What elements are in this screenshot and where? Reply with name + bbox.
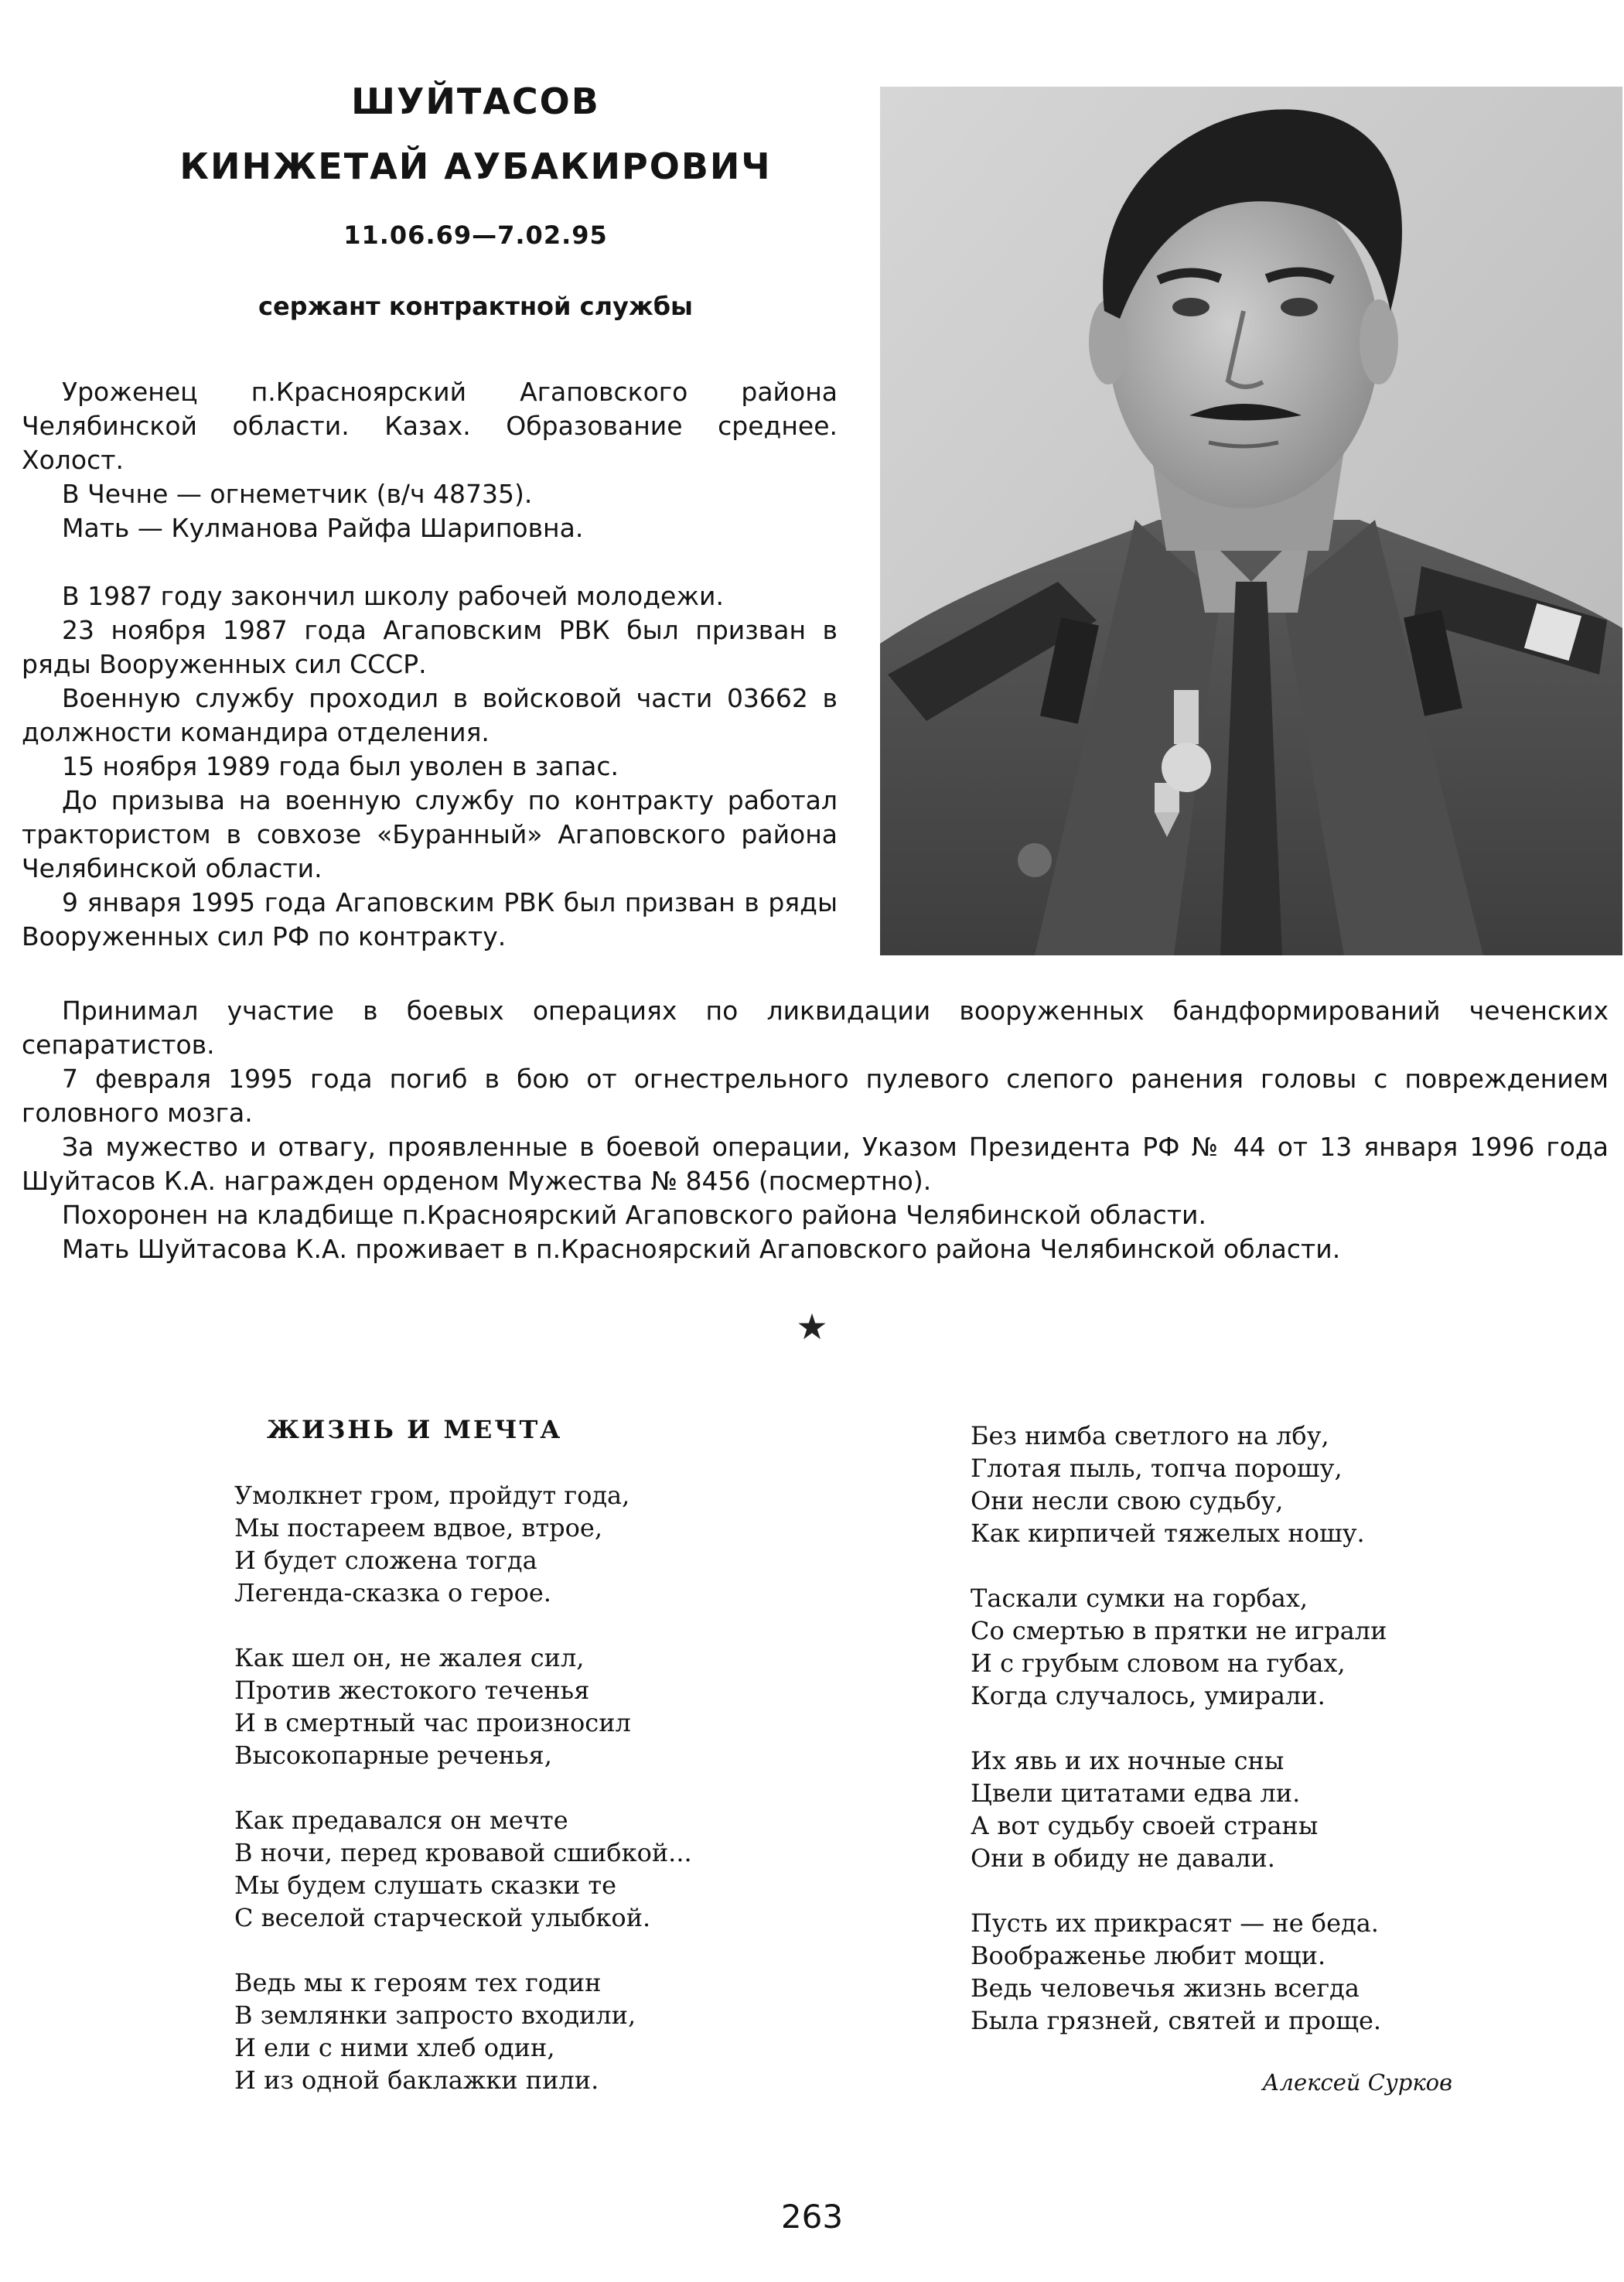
star-separator-icon: ★ [796, 1306, 828, 1348]
poem-line: Против жестокого теченья [234, 1676, 590, 1705]
bio-paragraph: Мать — Кулманова Райфа Шариповна. [62, 513, 584, 543]
poem-right-column [971, 1419, 1387, 2037]
poem-line: Воображенье любит мощи. [971, 1941, 1326, 1970]
poem-line: Пусть их прикрасят — не беда. [971, 1908, 1379, 1938]
poem-line: Как предавался он мечте [234, 1805, 568, 1835]
portrait-photo [880, 87, 1622, 955]
poem-stanza [971, 1582, 1387, 1712]
poem-line: Высокопарные реченья, [234, 1741, 552, 1770]
poem-stanza [234, 1804, 692, 1934]
poem-line: Цвели цитатами едва ли. [971, 1778, 1301, 1808]
bio-paragraph: 15 ноября 1989 года был уволен в запас. [62, 751, 619, 781]
poem-line: Таскали сумки на горбах, [971, 1583, 1308, 1613]
poem-stanza [234, 1966, 692, 2096]
poem-stanza [971, 1907, 1387, 2037]
poem-stanza [971, 1419, 1387, 1549]
bio-paragraph: 7 февраля 1995 года погиб в бою от огнестрельного пулевого слепого ранения головы с повреждением головного мозга. [22, 1064, 1609, 1128]
bio-paragraph: 23 ноября 1987 года Агаповским РВК был призван в ряды Вооруженных сил СССР. [22, 615, 838, 679]
biography-full-width [22, 994, 1609, 1266]
bio-paragraph: До призыва на военную службу по контракту работал трактористом в совхозе «Буранный» Агаповского района Челябинской области. [22, 785, 838, 883]
poem-line: А вот судьбу своей страны [971, 1811, 1319, 1840]
given-names-heading: КИНЖЕТАЙ АУБАКИРОВИЧ [179, 145, 772, 187]
bio-paragraph: В Чечне — огнеметчик (в/ч 48735). [62, 479, 533, 509]
poem-line: Глотая пыль, топча порошу, [971, 1454, 1343, 1483]
biography-left-column [22, 375, 838, 954]
poem-line: И ели с ними хлеб один, [234, 2033, 555, 2062]
poem-line: Они в обиду не давали. [971, 1843, 1275, 1873]
poem-line: Мы постареем вдвое, втрое, [234, 1513, 602, 1542]
poem-line: В землянки запросто входили, [234, 2000, 636, 2030]
poem-line: В ночи, перед кровавой сшибкой... [234, 1838, 692, 1867]
poem-line: Как шел он, не жалея сил, [234, 1643, 585, 1672]
bio-paragraph: 9 января 1995 года Агаповским РВК был призван в ряды Вооруженных сил РФ по контракту. [22, 887, 838, 951]
page-number: 263 [780, 2198, 844, 2236]
poem-line: Когда случалось, умирали. [971, 1681, 1325, 1710]
poem-title: ЖИЗНЬ И МЕЧТА [267, 1415, 563, 1444]
poem-line: Мы будем слушать сказки те [234, 1870, 616, 1900]
bio-paragraph: В 1987 году закончил школу рабочей молодежи. [62, 581, 724, 611]
poem-left-column [234, 1479, 692, 2096]
poem-line: Их явь и их ночные сны [971, 1746, 1285, 1775]
military-rank: сержант контрактной службы [258, 292, 693, 321]
poem-stanza [971, 1744, 1387, 1874]
poem-line: Как кирпичей тяжелых ношу. [971, 1518, 1365, 1548]
surname-heading: ШУЙТАСОВ [351, 80, 600, 122]
poem-line: И с грубым словом на губах, [971, 1648, 1346, 1678]
poem-line: Легенда-сказка о герое. [234, 1578, 551, 1607]
poem-line: И из одной баклажки пили. [234, 2065, 599, 2095]
poem-line: Со смертью в прятки не играли [971, 1616, 1387, 1645]
poem-line: Без нимба светлого на лбу, [971, 1421, 1329, 1450]
poem-line: Ведь мы к героям тех годин [234, 1968, 602, 1997]
poem-line: Была грязней, святей и проще. [971, 2006, 1382, 2035]
poem-stanza [234, 1641, 692, 1771]
bio-paragraph: За мужество и отвагу, проявленные в боевой операции, Указом Президента РФ № 44 от 13 января 1996 года Шуйтасов К.А. награжден орденом Мужества № 8456 (посмертно). [22, 1132, 1609, 1196]
bio-paragraph: Мать Шуйтасова К.А. проживает в п.Красноярский Агаповского района Челябинской области. [62, 1234, 1341, 1264]
poem-line: Умолкнет гром, пройдут года, [234, 1481, 630, 1510]
life-dates: 11.06.69—7.02.95 [343, 220, 608, 250]
poem-line: И в смертный час произносил [234, 1708, 631, 1737]
poem-line: Они несли свою судьбу, [971, 1486, 1284, 1515]
poem-stanza [234, 1479, 692, 1609]
bio-paragraph: Уроженец п.Красноярский Агаповского района Челябинской области. Казах. Образование среднее. Холост. [22, 377, 838, 475]
bio-paragraph: Военную службу проходил в войсковой части 03662 в должности командира отделения. [22, 683, 838, 747]
bio-paragraph: Похоронен на кладбище п.Красноярский Агаповского района Челябинской области. [62, 1200, 1206, 1230]
poem-author: Алексей Сурков [1262, 2069, 1452, 2096]
poem-line: И будет сложена тогда [234, 1546, 537, 1575]
poem-line: Ведь человечья жизнь всегда [971, 1973, 1360, 2003]
poem-line: С веселой старческой улыбкой. [234, 1903, 651, 1932]
bio-paragraph: Принимал участие в боевых операциях по ликвидации вооруженных бандформирований чеченских сепаратистов. [22, 996, 1609, 1060]
